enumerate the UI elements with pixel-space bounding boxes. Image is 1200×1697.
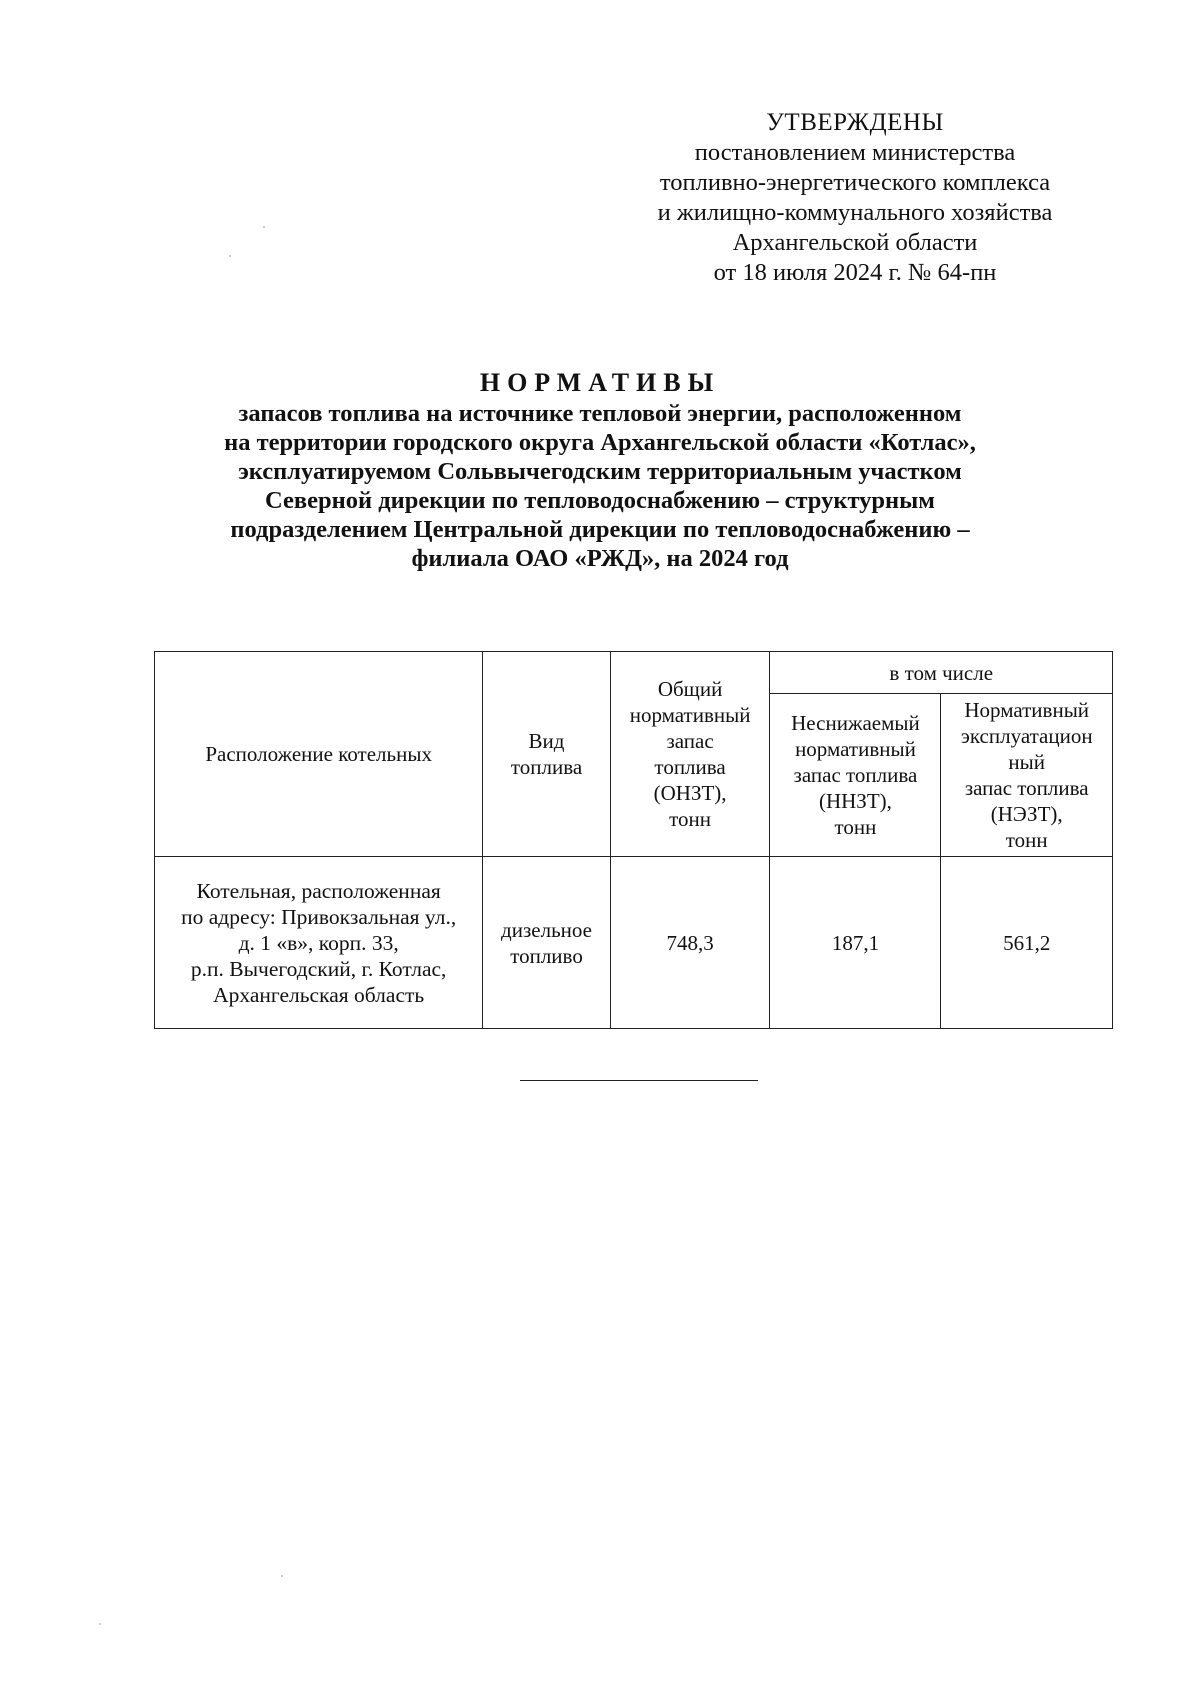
header-text: тонн [1005,828,1048,853]
header-text: тонн [834,815,877,840]
norms-table [154,651,1113,1029]
table-row [155,857,1113,1029]
cell-total: 748,3 [610,857,770,1029]
closing-rule [520,1080,758,1081]
approval-line: и жилищно-коммунального хозяйства [657,199,1053,226]
table-header-row [155,652,1113,694]
header-text: нормативный [795,737,916,762]
header-text: эксплуатацион [960,724,1093,749]
header-text: топлива [654,755,726,780]
scan-speck [99,1623,101,1625]
header-text: запас топлива [793,763,918,788]
cell-nezt: 561,2 [941,857,1113,1029]
approval-line: постановлением министерства [694,139,1016,166]
header-text: топлива [510,755,583,780]
approval-date: от 18 июля 2024 г. № 64-пн [713,259,997,286]
cell-fuel [483,857,610,1029]
header-text: (НЭЗТ), [990,802,1063,827]
cell-text: д. 1 «в», корп. 33, [238,930,399,955]
header-text: (ОНЗТ), [653,781,727,806]
title-subline: запасов топлива на источнике тепловой энергии, расположенном [238,400,962,427]
approval-block [610,108,1100,288]
header-text: Неснижаемый [791,711,920,736]
header-text: ный [1008,750,1045,775]
header-location: Расположение котельных [155,652,483,857]
document-title [160,368,1040,573]
header-total [610,652,770,857]
title-subline: Северной дирекции по тепловодоснабжению – структурным [264,487,935,514]
cell-text: топливо [510,943,583,968]
header-text: запас [666,729,714,754]
header-text: Вид [528,729,565,754]
cell-text: Архангельская область [213,982,425,1007]
title-subline: подразделением Центральной дирекции по тепловодоснабжению – [230,516,970,543]
scan-speck [263,226,265,228]
cell-text: р.п. Вычегодский, г. Котлас, [190,956,447,981]
header-text: тонн [669,807,712,832]
cell-text: по адресу: Привокзальная ул., [181,904,457,929]
cell-location [155,857,483,1029]
approval-heading: УТВЕРЖДЕНЫ [766,109,944,136]
header-text: Нормативный [964,698,1090,723]
cell-text: дизельное [501,917,592,942]
title-subline: на территории городского округа Архангельской области «Котлас», [224,429,976,456]
header-text: Общий [657,677,723,702]
title-subline: филиала ОАО «РЖД», на 2024 год [411,545,789,572]
header-fuel-type [483,652,610,857]
header-nnzt [770,694,941,857]
header-text: запас топлива [964,776,1089,801]
title-subline: эксплуатируемом Сольвычегодским территориальным участком [238,458,962,485]
scan-speck [229,255,231,257]
header-text: нормативный [629,703,751,728]
cell-nnzt: 187,1 [770,857,941,1029]
scan-speck [281,1575,283,1577]
title-main: НОРМАТИВЫ [479,368,721,397]
header-including: в том числе [770,652,1113,694]
header-nezt [941,694,1113,857]
approval-line: топливно-энергетического комплекса [659,169,1051,196]
approval-line: Архангельской области [732,229,978,256]
header-text: (ННЗТ), [818,789,892,814]
cell-text: Котельная, расположенная [196,878,441,903]
